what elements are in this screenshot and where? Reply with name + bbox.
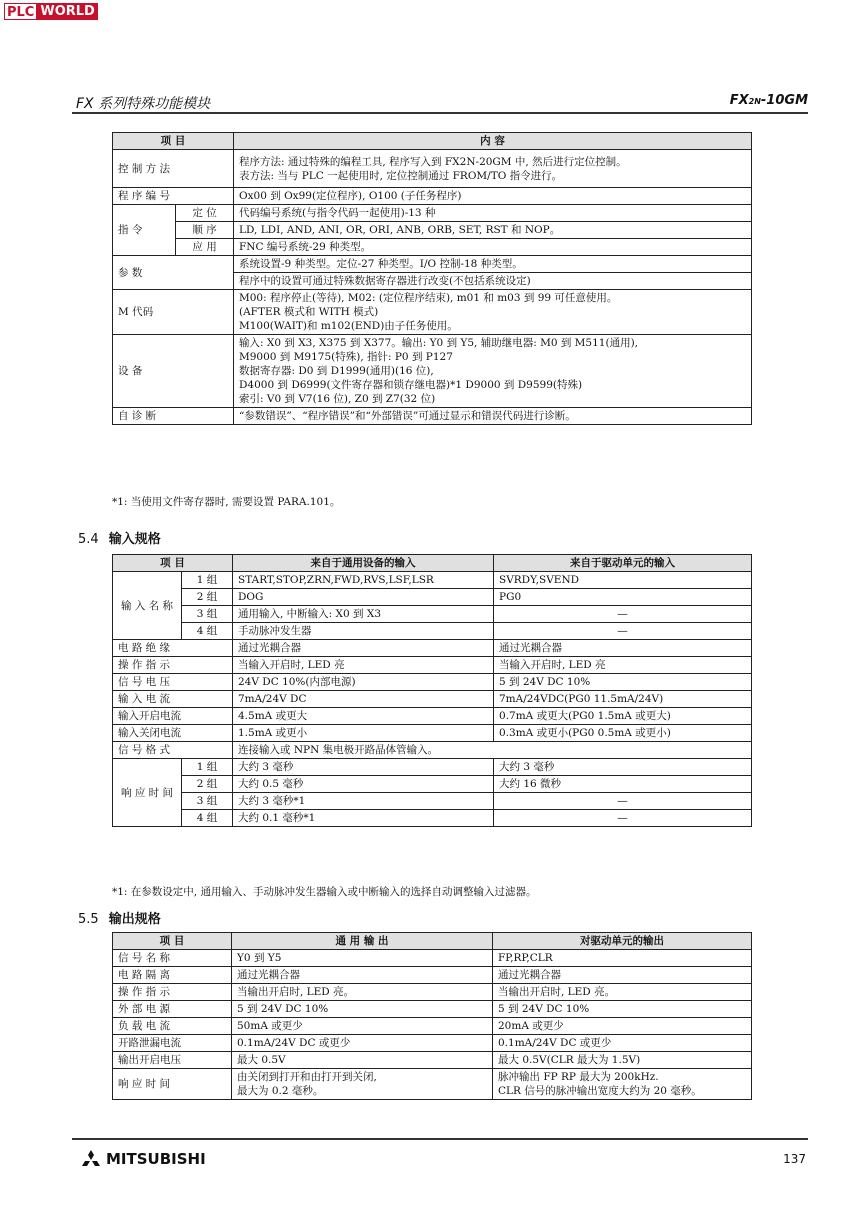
row-label: 输 入 电 流 [113,691,233,708]
row-sublabel-sequence: 顺 序 [176,222,234,239]
row-label-control: 控 制 方 法 [113,150,234,188]
col-header-item: 项 目 [113,555,233,572]
row-value-response-drive: 脉冲输出 FP RP 最大为 200kHz. CLR 信号的脉冲输出宽度大约为 20 毫秒。 [493,1069,752,1100]
row-value-device: 输入: X0 到 X3, X375 到 X377。输出: Y0 到 Y5, 辅助继电器: M0 到 M511(通用), M9000 到 M9175(特殊), 指针: P0 到 P127 数据寄存器: D0 到 D1999(通用)(16 位), D4000 到 D6999(文件寄存器和锁存继电器)*1 D9000 到 D9599(特殊) 索引: V0 到 V7(16 位), Z0 到 Z7(32 位) [234,335,752,408]
row-sublabel-position: 定 位 [176,205,234,222]
row-value-drive: 当输入开启时, LED 亮 [494,657,752,674]
mitsubishi-diamonds-icon [80,1150,102,1168]
row-value-drive: 0.1mA/24V DC 或更少 [493,1035,752,1052]
col-header-content: 内 容 [234,133,752,150]
row-label: 操 作 指 示 [113,984,232,1001]
response-general: 大约 0.5 毫秒 [233,776,494,793]
row-label-device: 设 备 [113,335,234,408]
row-value-general: 通过光耦合器 [232,967,493,984]
table2-footnote: *1: 在参数设定中, 通用输入、手动脉冲发生器输入或中断输入的选择自动调整输入过滤器。 [112,886,537,898]
input-name-drive: PG0 [494,589,752,606]
row-value-general: 24V DC 10%(内部电源) [233,674,494,691]
row-value-parameter-2: 程序中的设置可通过特殊数据寄存器进行改变(不包括系统设定) [234,273,752,290]
row-label-response-time: 响 应 时 间 [113,759,182,827]
group-label: 3 组 [182,793,233,810]
row-label-parameter: 参 数 [113,256,234,290]
row-value-drive: 0.7mA 或更大(PG0 1.5mA 或更大) [494,708,752,725]
row-value-drive: 5 到 24V DC 10% [493,1001,752,1018]
row-label: 信 号 电 压 [113,674,233,691]
response-general: 大约 3 毫秒*1 [233,793,494,810]
col-header-item: 项 目 [113,933,232,950]
col-header-item: 项 目 [113,133,234,150]
response-general: 大约 0.1 毫秒*1 [233,810,494,827]
row-label: 电 路 绝 缘 [113,640,233,657]
row-label: 信 号 名 称 [113,950,232,967]
input-name-general: 通用输入, 中断输入: X0 到 X3 [233,606,494,623]
row-label-response-time: 响 应 时 间 [113,1069,232,1100]
row-value-general: 当输出开启时, LED 亮。 [232,984,493,1001]
row-value-drive: 7mA/24VDC(PG0 11.5mA/24V) [494,691,752,708]
row-value-general: 50mA 或更少 [232,1018,493,1035]
row-label: 输入关闭电流 [113,725,233,742]
row-value-general: 最大 0.5V [232,1052,493,1069]
response-drive: — [494,793,752,810]
row-label: 负 载 电 流 [113,1018,232,1035]
row-label-program: 程 序 编 号 [113,188,234,205]
row-sublabel-application: 应 用 [176,239,234,256]
row-value-drive: FP,RP,CLR [493,950,752,967]
row-value-diagnosis: “参数错误”、“程序错误”和“外部错误”可通过显示和错误代码进行诊断。 [234,408,752,425]
page-header-model: FX2N-10GM [729,93,808,108]
row-label: 电 路 隔 离 [113,967,232,984]
row-value-position: 代码编号系统(与指令代码一起使用)-13 种 [234,205,752,222]
row-value-general: 5 到 24V DC 10% [232,1001,493,1018]
group-label: 4 组 [182,623,233,640]
row-label: 输出开启电压 [113,1052,232,1069]
row-label-instruction: 指 令 [113,205,176,256]
input-name-drive: — [494,606,752,623]
footer-rule [72,1138,808,1140]
row-value-general: 7mA/24V DC [233,691,494,708]
response-drive: 大约 16 微秒 [494,776,752,793]
response-drive: — [494,810,752,827]
row-value-general: Y0 到 Y5 [232,950,493,967]
performance-spec-table [112,132,752,425]
row-value-response-general: 由关闭到打开和由打开到关闭, 最大为 0.2 毫秒。 [232,1069,493,1100]
input-name-general: START,STOP,ZRN,FWD,RVS,LSF,LSR [233,572,494,589]
row-value-control: 程序方法: 通过特殊的编程工具, 程序写入到 FX2N-20GM 中, 然后进行定位控制。 表方法: 当与 PLC 一起使用时, 定位控制通过 FROM/TO 指令进行。 [234,150,752,188]
row-label-mcode: M 代码 [113,290,234,335]
output-spec-table [112,932,752,1100]
section-title-output: 5.5 输出规格 [78,912,161,927]
row-label: 外 部 电 源 [113,1001,232,1018]
group-label: 2 组 [182,776,233,793]
col-header-general-input: 来自于通用设备的输入 [233,555,494,572]
header-rule [72,112,808,114]
row-value-general: 0.1mA/24V DC 或更少 [232,1035,493,1052]
row-label-input-name: 输 入 名 称 [113,572,182,640]
row-value-general: 当输入开启时, LED 亮 [233,657,494,674]
page-number: 137 [783,1152,806,1166]
col-header-drive-input: 来自于驱动单元的输入 [494,555,752,572]
row-label: 输入开启电流 [113,708,233,725]
row-value-general: 1.5mA 或更小 [233,725,494,742]
input-spec-table [112,554,752,827]
group-label: 2 组 [182,589,233,606]
row-label-signal-format: 信 号 格 式 [113,742,233,759]
plcworld-logo: PLC WORLD [4,3,98,20]
col-header-drive-output: 对驱动单元的输出 [493,933,752,950]
row-value-sequence: LD, LDI, AND, ANI, OR, ORI, ANB, ORB, SET, RST 和 NOP。 [234,222,752,239]
group-label: 4 组 [182,810,233,827]
row-value-drive: 5 到 24V DC 10% [494,674,752,691]
row-label: 开路泄漏电流 [113,1035,232,1052]
response-drive: 大约 3 毫秒 [494,759,752,776]
group-label: 1 组 [182,572,233,589]
row-value-drive: 通过光耦合器 [493,967,752,984]
group-label: 3 组 [182,606,233,623]
section-title-input: 5.4 输入规格 [78,532,161,547]
row-value-general: 通过光耦合器 [233,640,494,657]
row-value-drive: 0.3mA 或更小(PG0 0.5mA 或更小) [494,725,752,742]
row-label: 操 作 指 示 [113,657,233,674]
input-name-drive: — [494,623,752,640]
input-name-general: 手动脉冲发生器 [233,623,494,640]
row-value-drive: 通过光耦合器 [494,640,752,657]
response-general: 大约 3 毫秒 [233,759,494,776]
row-value-general: 4.5mA 或更大 [233,708,494,725]
page-header-title: FX 系列特殊功能模块 [76,96,211,112]
table1-footnote: *1: 当使用文件寄存器时, 需要设置 PARA.101。 [112,496,341,508]
row-value-drive: 20mA 或更少 [493,1018,752,1035]
row-value-application: FNC 编号系统-29 种类型。 [234,239,752,256]
row-value-mcode: M00: 程序停止(等待), M02: (定位程序结束), m01 和 m03 到 99 可任意使用。 (AFTER 模式和 WITH 模式) M100(WAIT)和 m102(END)由子任务使用。 [234,290,752,335]
row-label-diagnosis: 自 诊 断 [113,408,234,425]
row-value-parameter-1: 系统设置-9 种类型。定位-27 种类型。I/O 控制-18 种类型。 [234,256,752,273]
row-value-drive: 最大 0.5V(CLR 最大为 1.5V) [493,1052,752,1069]
group-label: 1 组 [182,759,233,776]
input-name-drive: SVRDY,SVEND [494,572,752,589]
row-value-signal-format: 连接输入或 NPN 集电极开路晶体管输入。 [233,742,752,759]
input-name-general: DOG [233,589,494,606]
mitsubishi-logo: MITSUBISHI [80,1150,206,1168]
row-value-program: Ox00 到 Ox99(定位程序), O100 (子任务程序) [234,188,752,205]
col-header-general-output: 通 用 输 出 [232,933,493,950]
row-value-drive: 当输出开启时, LED 亮。 [493,984,752,1001]
